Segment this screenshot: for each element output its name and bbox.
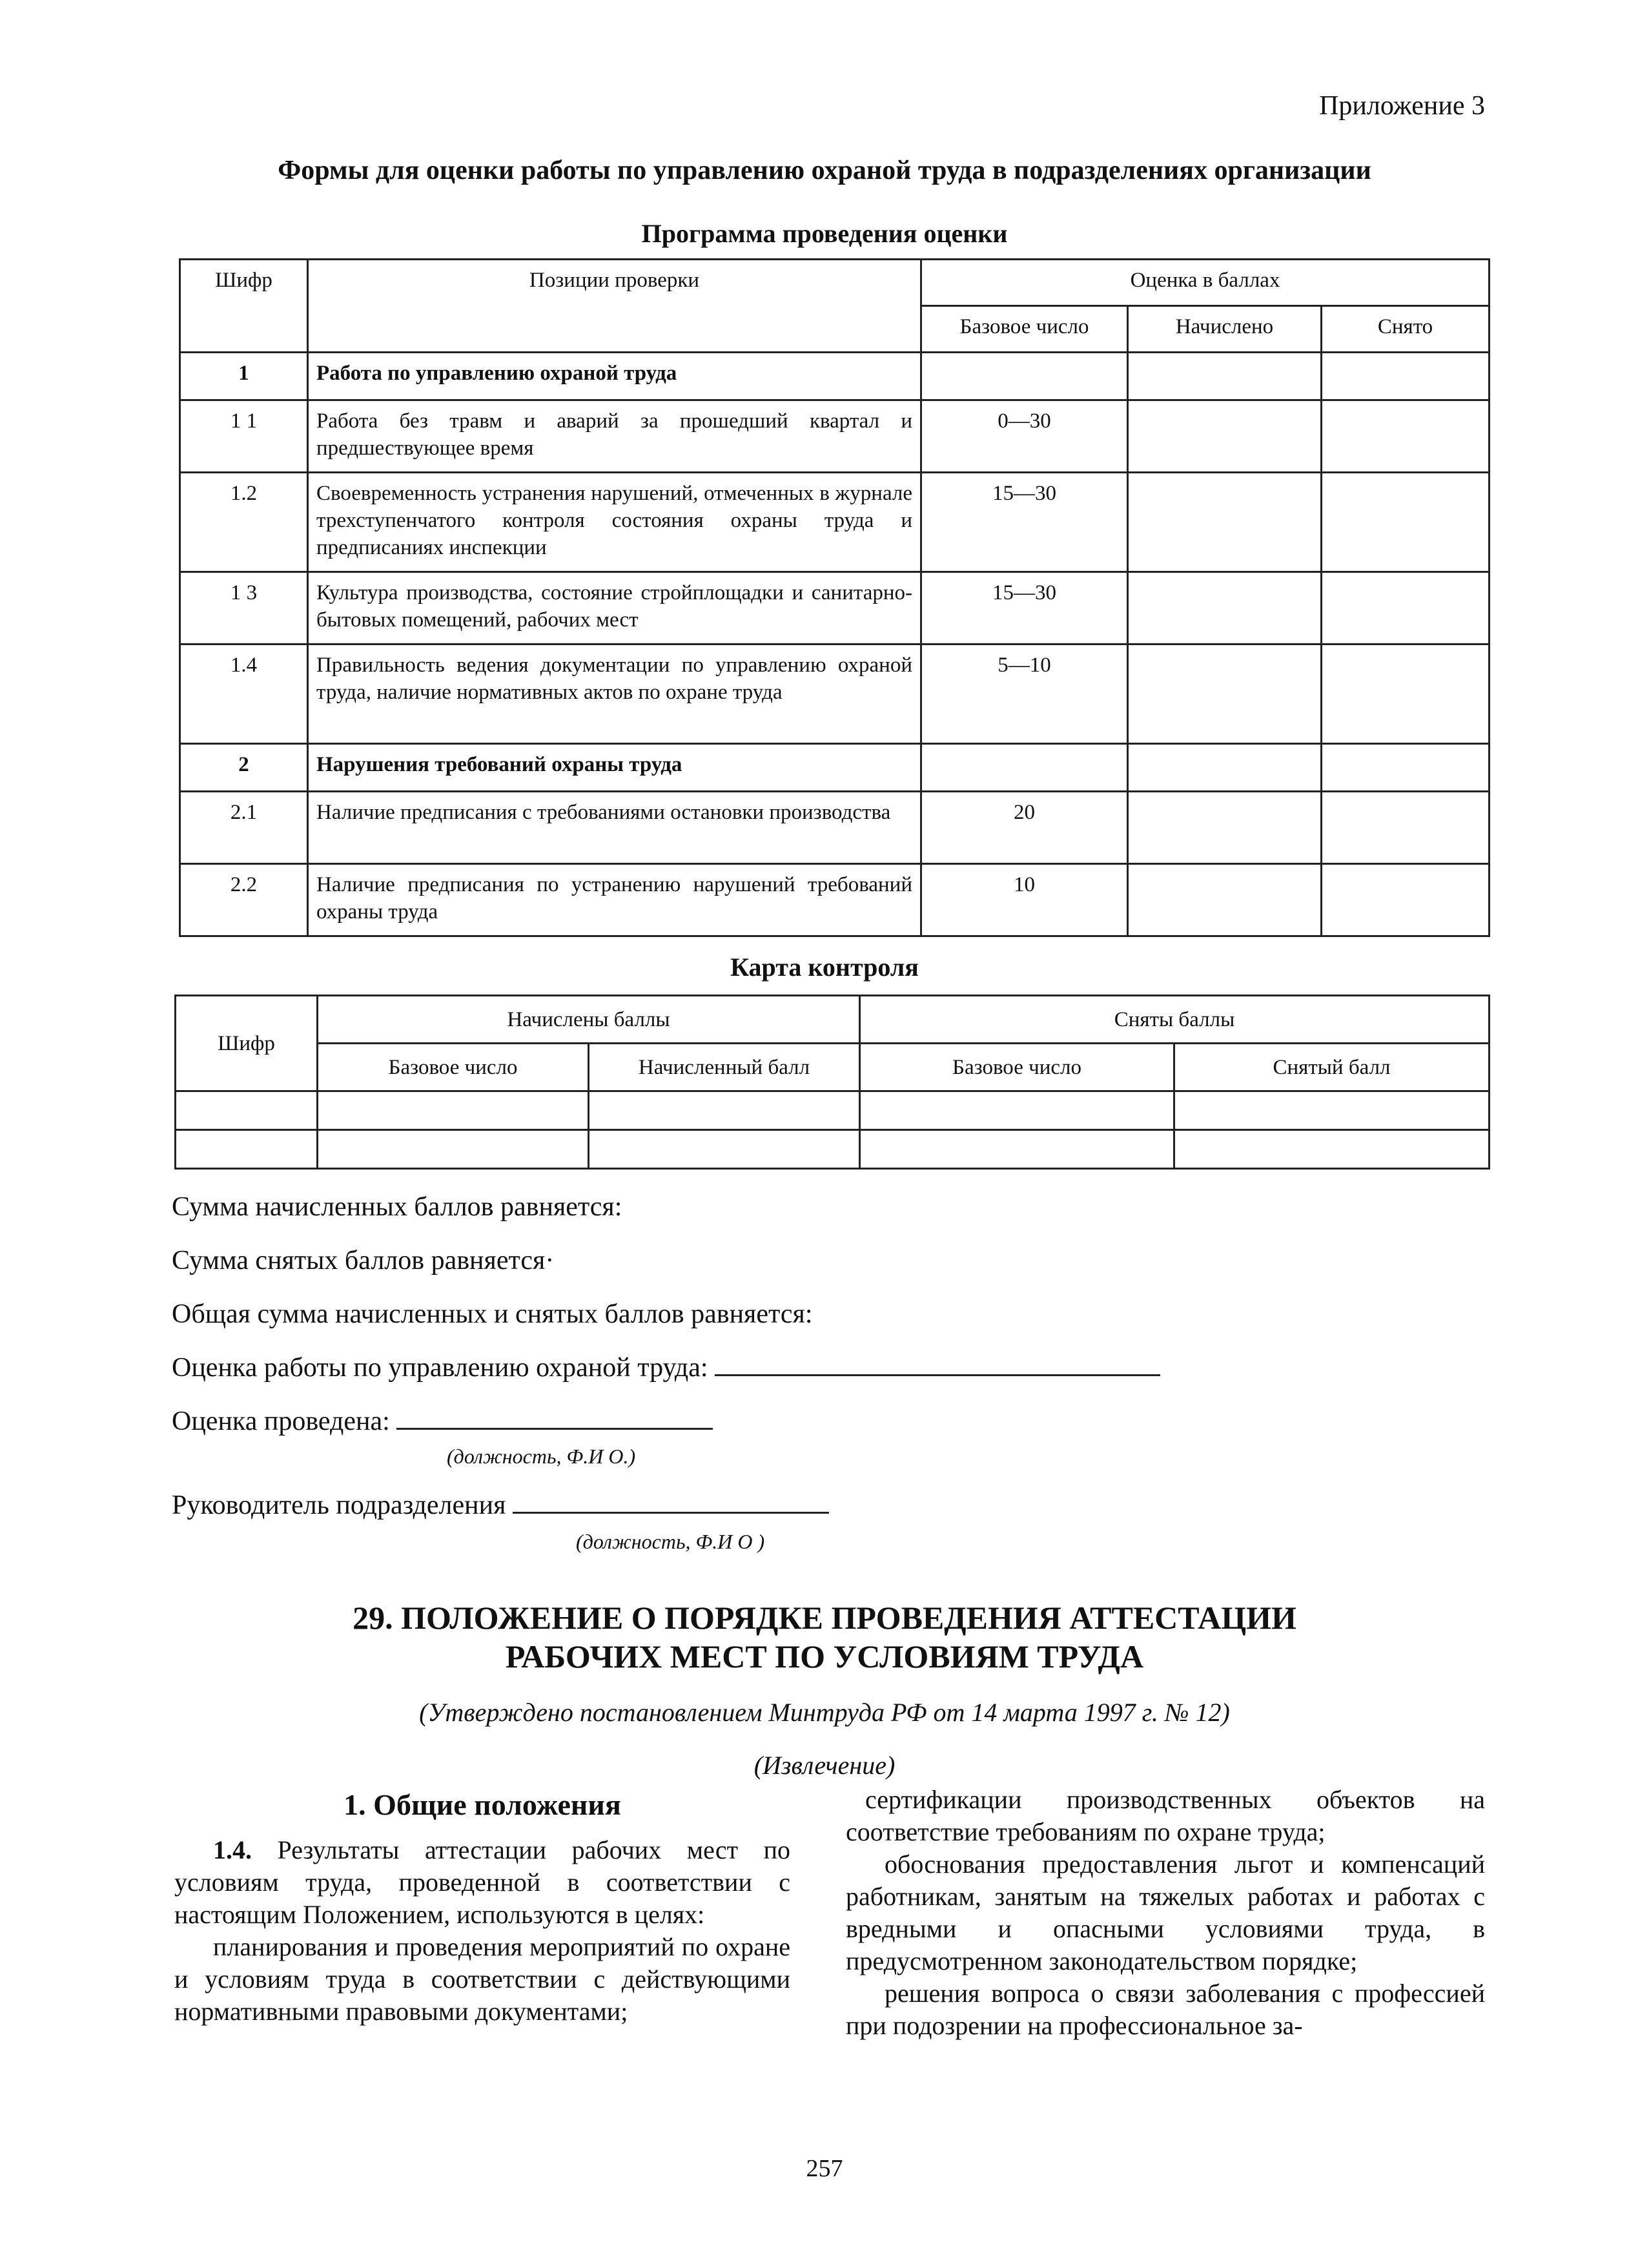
table-row: [176, 1091, 1490, 1130]
cell: [176, 1091, 318, 1130]
row-removed: [1322, 400, 1490, 473]
paragraph: планирования и проведения мероприятий по охране и условиям труда в соответствии с действующими нормативными правовыми документами;: [174, 1932, 790, 2026]
row-text: Культура производства, состояние стройплощадки и санитарно-бытовых помещений, рабочих мест: [308, 572, 921, 644]
header-accrued-group: Начислены баллы: [318, 996, 860, 1044]
control-header-row: [176, 996, 1490, 1044]
cell: [589, 1091, 860, 1130]
header-positions: Позиции проверки: [308, 260, 921, 353]
row-accrued: [1128, 864, 1322, 936]
row-base: 5—10: [921, 644, 1128, 744]
row-text: Своевременность устранения нарушений, отмеченных в журнале трехступенчатого контроля состояния охраны труда и предписаниях инспекции: [308, 473, 921, 572]
sum-removed-line: Сумма снятых баллов равняется·: [172, 1246, 555, 1275]
table-row: [180, 792, 1490, 864]
conducted-caption: (должность, Ф.И О.): [447, 1445, 636, 1468]
row-accrued: [1128, 572, 1322, 644]
header-accrued: Начислено: [1128, 306, 1322, 353]
row-removed: [1322, 572, 1490, 644]
row-code: 1 1: [180, 400, 308, 473]
header-base: Базовое число: [860, 1044, 1174, 1091]
row-accrued: [1128, 644, 1322, 744]
assessment-label: Оценка работы по управлению охраной труда:: [172, 1353, 708, 1383]
paragraph: решения вопроса о связи заболевания с профессией при подозрении на профессиональное за-: [846, 1979, 1485, 2040]
header-removed-group: Сняты баллы: [860, 996, 1490, 1044]
cell: [318, 1130, 589, 1169]
program-table: [179, 258, 1490, 937]
row-accrued: [1128, 792, 1322, 864]
head-line: [172, 1490, 829, 1521]
row-accrued: [1128, 400, 1322, 473]
header-score: Оценка в баллах: [921, 260, 1490, 306]
left-column: [174, 1789, 790, 2028]
row-text: Работа по управлению охраной труда: [308, 353, 921, 400]
row-base: 20: [921, 792, 1128, 864]
table-row: [180, 473, 1490, 572]
paragraph: сертификации производственных объектов на соответствие требованиям по охране труда;: [846, 1785, 1485, 1846]
page-number: 257: [806, 2155, 843, 2182]
row-removed: [1322, 744, 1490, 792]
header-removed: Снято: [1322, 306, 1490, 353]
head-label: Руководитель подразделения: [172, 1490, 506, 1520]
paragraph-text: Результаты аттестации рабочих мест по условиям труда, проведенной в соответствии с настоящим Положением, используются в целях:: [174, 1835, 790, 1929]
header-base: Базовое число: [921, 306, 1128, 353]
section-title-line1: 29. ПОЛОЖЕНИЕ О ПОРЯДКЕ ПРОВЕДЕНИЯ АТТЕСТАЦИИ: [353, 1600, 1296, 1636]
header-accrued-score: Начисленный балл: [589, 1044, 860, 1091]
assessment-blank[interactable]: [715, 1352, 1160, 1376]
row-removed: [1322, 473, 1490, 572]
section-title-line2: РАБОЧИХ МЕСТ ПО УСЛОВИЯМ ТРУДА: [505, 1638, 1144, 1675]
table-row: [180, 644, 1490, 744]
control-title: Карта контроля: [730, 953, 919, 982]
row-code: 2: [180, 744, 308, 792]
header-base: Базовое число: [318, 1044, 589, 1091]
row-base: 0—30: [921, 400, 1128, 473]
sum-accrued-line: Сумма начисленных баллов равняется:: [172, 1192, 622, 1222]
cell: [1174, 1091, 1490, 1130]
extract-note: (Извлечение): [753, 1751, 896, 1780]
row-text: Нарушения требований охраны труда: [308, 744, 921, 792]
paragraph: [174, 1834, 790, 1931]
paragraph-number: 1.4.: [213, 1835, 252, 1864]
appendix-label: Приложение 3: [1319, 91, 1485, 121]
row-removed: [1322, 353, 1490, 400]
cell: [860, 1091, 1174, 1130]
table-row: [180, 353, 1490, 400]
header-removed-score: Снятый балл: [1174, 1044, 1490, 1091]
cell: [860, 1130, 1174, 1169]
conducted-line: [172, 1406, 713, 1437]
paragraph: обоснования предоставления льгот и компенсаций работникам, занятым на тяжелых работах и работах с вредными и опасными условиями труда, в предусмотренном законодательством порядке;: [846, 1850, 1485, 1975]
row-removed: [1322, 644, 1490, 744]
table-row: [180, 400, 1490, 473]
row-base: 10: [921, 864, 1128, 936]
row-code: 1: [180, 353, 308, 400]
cell: [318, 1091, 589, 1130]
table-row: [180, 572, 1490, 644]
header-code: Шифр: [180, 260, 308, 353]
row-base: 15—30: [921, 473, 1128, 572]
row-removed: [1322, 864, 1490, 936]
control-table: [174, 995, 1490, 1170]
row-accrued: [1128, 473, 1322, 572]
head-caption: (должность, Ф.И О ): [576, 1530, 765, 1553]
approved-note: (Утверждено постановлением Минтруда РФ от 14 марта 1997 г. № 12): [419, 1698, 1230, 1727]
row-removed: [1322, 792, 1490, 864]
assessment-line: [172, 1352, 1160, 1383]
row-code: 1.2: [180, 473, 308, 572]
cell: [589, 1130, 860, 1169]
row-code: 1 3: [180, 572, 308, 644]
row-code: 1.4: [180, 644, 308, 744]
row-text: Работа без травм и аварий за прошедший квартал и предшествующее время: [308, 400, 921, 473]
row-accrued: [1128, 353, 1322, 400]
row-code: 2.2: [180, 864, 308, 936]
right-column: [846, 1784, 1485, 2042]
document-title: Формы для оценки работы по управлению охраной труда в подразделениях организации: [278, 156, 1371, 185]
header-code: Шифр: [176, 996, 318, 1091]
row-text: Наличие предписания с требованиями остановки производства: [308, 792, 921, 864]
control-subheader-row: [176, 1044, 1490, 1091]
row-text: Наличие предписания по устранению нарушений требований охраны труда: [308, 864, 921, 936]
table-row: [180, 864, 1490, 936]
conducted-label: Оценка проведена:: [172, 1407, 390, 1436]
row-code: 2.1: [180, 792, 308, 864]
head-blank[interactable]: [513, 1490, 829, 1514]
section-heading: 1. Общие положения: [343, 1788, 621, 1821]
cell: [1174, 1130, 1490, 1169]
cell: [176, 1130, 318, 1169]
row-accrued: [1128, 744, 1322, 792]
conducted-blank[interactable]: [396, 1406, 713, 1430]
total-sum-line: Общая сумма начисленных и снятых баллов равняется:: [172, 1299, 813, 1329]
table-row: [176, 1130, 1490, 1169]
table-row: [180, 744, 1490, 792]
program-header-row: [180, 260, 1490, 306]
row-text: Правильность ведения документации по управлению охраной труда, наличие нормативных актов по охране труда: [308, 644, 921, 744]
program-title: Программа проведения оценки: [641, 219, 1008, 248]
row-base: [921, 744, 1128, 792]
row-base: [921, 353, 1128, 400]
row-base: 15—30: [921, 572, 1128, 644]
